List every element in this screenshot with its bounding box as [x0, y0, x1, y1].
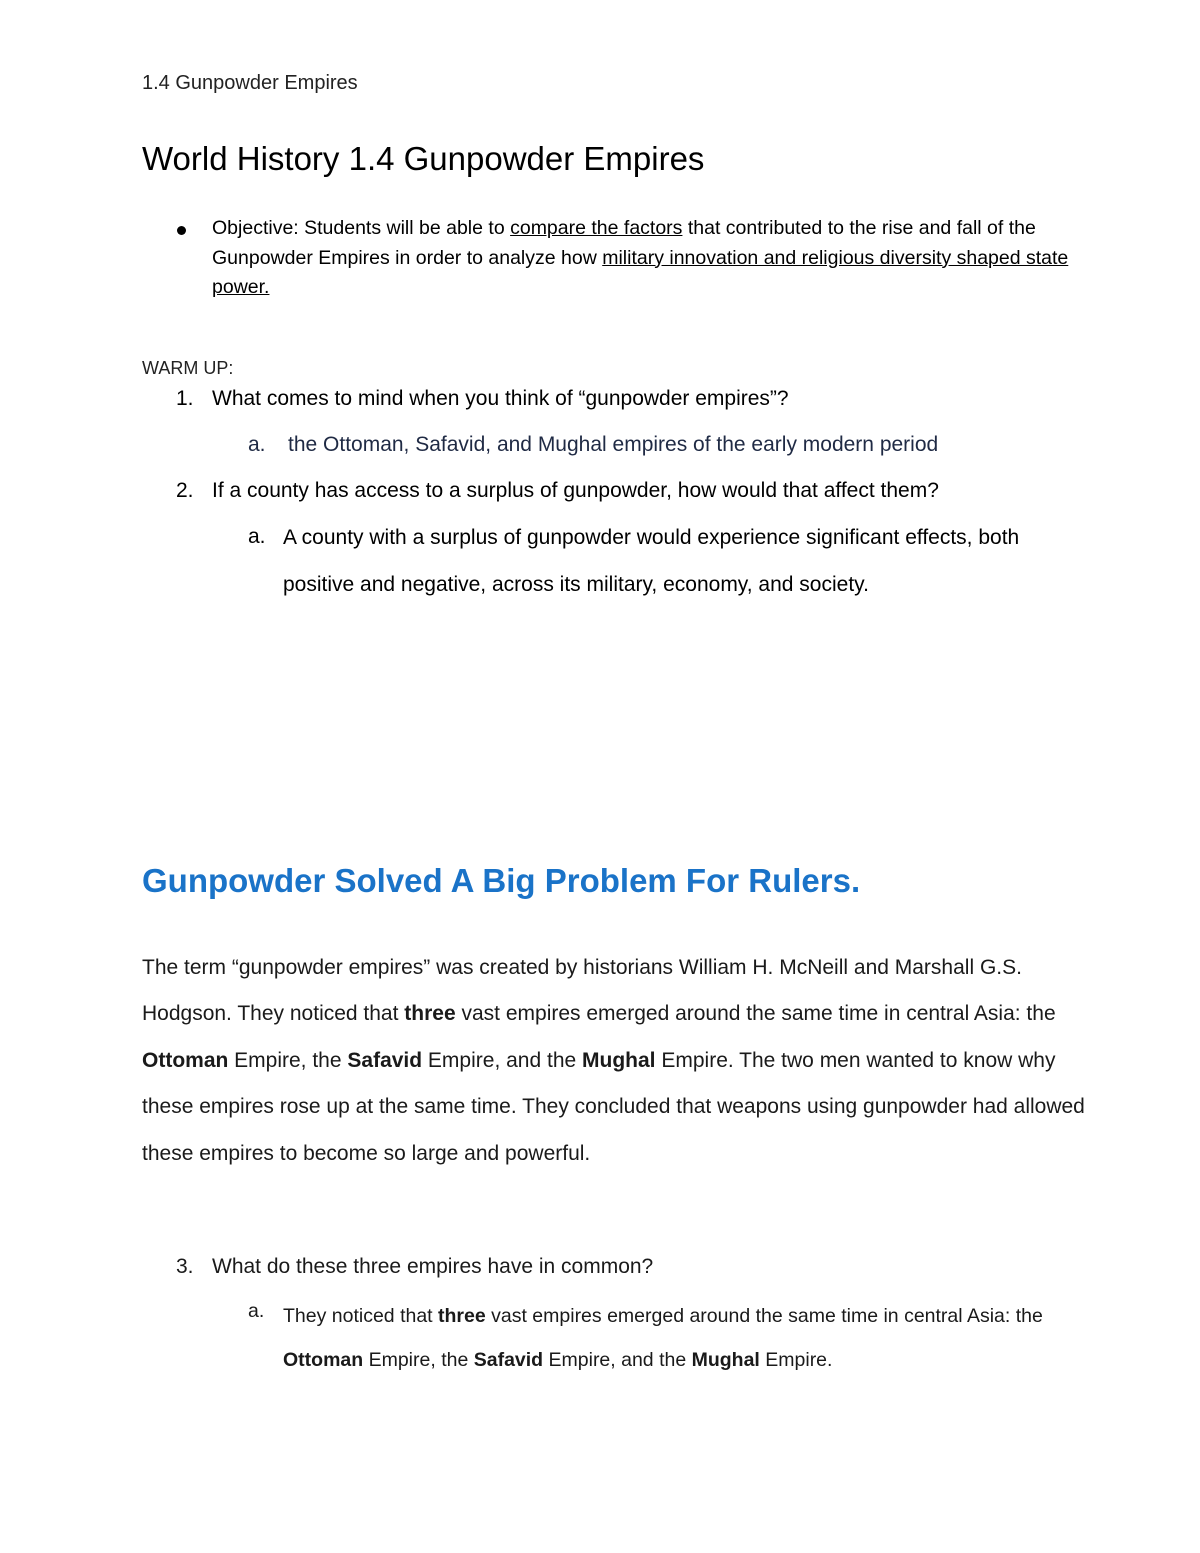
answer-3-letter: a. — [248, 1300, 265, 1322]
answer-3-part-5: Empire. — [759, 1349, 833, 1371]
question-3-number: 3. — [176, 1255, 194, 1278]
answer-3-part-2: vast empires emerged around the same time in central Asia: the — [485, 1305, 1043, 1327]
document-title: World History 1.4 Gunpowder Empires — [142, 140, 705, 177]
para-bold-mughal: Mughal — [582, 1048, 656, 1072]
question-1-text: What comes to mind when you think of “gunpowder empires”? — [212, 387, 789, 410]
para-text-1: The term “gunpowder empires” was created by historians William H. McNeill and Marshall G.S. Hodgson. They noticed that — [142, 956, 1022, 1026]
answer-2-text: A county with a surplus of gunpowder would experience significant effects, both positive and negative, across its military, economy, and society. — [283, 526, 1020, 596]
objective-item — [212, 214, 1072, 303]
answer-3-text — [283, 1294, 1083, 1382]
answer-1-letter: a. — [248, 433, 266, 456]
answer-3-part-3: Empire, the — [363, 1349, 474, 1371]
answer-3-part-1: They noticed that — [283, 1305, 439, 1327]
answer-3-bold-ottoman: Ottoman — [283, 1349, 364, 1371]
question-1-number: 1. — [176, 387, 194, 410]
answer-1-text: the Ottoman, Safavid, and Mughal empires of the early modern period — [288, 433, 939, 456]
answer-3-bold-three: three — [438, 1305, 486, 1327]
para-text-4: Empire, and the — [422, 1048, 583, 1072]
page-header: 1.4 Gunpowder Empires — [142, 72, 358, 94]
para-bold-three: three — [404, 1002, 456, 1026]
objective-underline-2: military innovation and religious diversity shaped state power. — [212, 246, 1069, 298]
warmup-label: WARM UP: — [142, 358, 234, 378]
question-2-text: If a county has access to a surplus of gunpowder, how would that affect them? — [212, 479, 939, 502]
objective-underline-1: compare the factors — [510, 217, 683, 239]
question-3-text: What do these three empires have in common? — [212, 1255, 654, 1278]
bullet-icon — [177, 226, 186, 235]
objective-prefix: Objective: Students will be able to — [212, 217, 511, 239]
section-paragraph — [142, 945, 1102, 1177]
para-bold-safavid: Safavid — [347, 1048, 423, 1072]
answer-3-bold-safavid: Safavid — [473, 1349, 544, 1371]
answer-3-part-4: Empire, and the — [543, 1349, 692, 1371]
section-heading: Gunpowder Solved A Big Problem For Rulers. — [142, 862, 861, 899]
question-2-number: 2. — [176, 479, 194, 502]
answer-3-bold-mughal: Mughal — [691, 1349, 760, 1371]
objective-middle: that contributed to the rise and fall of the Gunpowder Empires in order to analyze how — [212, 217, 1036, 269]
para-bold-ottoman: Ottoman — [142, 1048, 229, 1072]
answer-2-letter: a. — [248, 525, 266, 548]
para-text-2: vast empires emerged around the same time in central Asia: the — [455, 1002, 1056, 1026]
para-text-3: Empire, the — [228, 1048, 348, 1072]
para-text-5: Empire. The two men wanted to know why these empires rose up at the same time. They concluded that weapons using gunpowder had allowed these empires to become so large and powerful. — [142, 1048, 1085, 1165]
